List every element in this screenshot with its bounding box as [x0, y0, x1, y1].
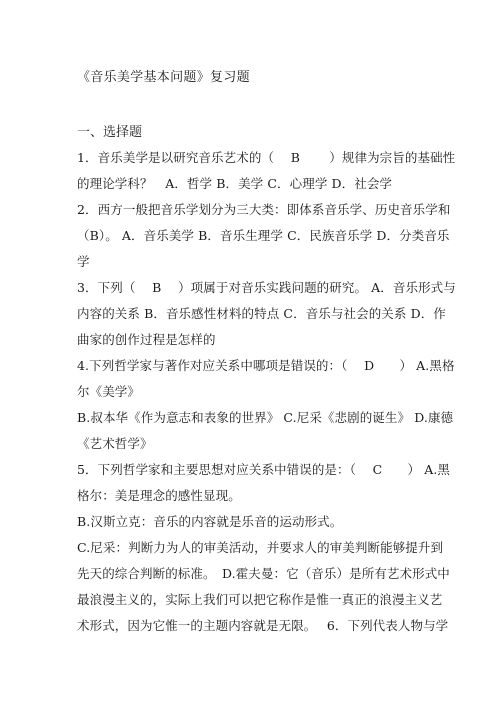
text-line: 先天的综合判断的标准。 D.霍夫曼：它（音乐）是所有艺术形式中 [77, 566, 450, 581]
section-heading: 一、选择题 [77, 125, 143, 140]
text-line: B.汉斯立克：音乐的内容就是乐音的运动形式。 [77, 514, 343, 529]
text-line: C.尼采：判断力为人的审美活动，并要求人的审美判断能够提升到 [77, 540, 444, 555]
document-title: 《音乐美学基本问题》复习题 [77, 70, 250, 85]
text-line: （B）。 A．音乐美学 B．音乐生理学 C．民族音乐学 D．分类音乐 [77, 228, 450, 243]
text-line: 学 [77, 254, 90, 269]
text-line: 4.下列哲学家与著作对应关系中哪项是错误的：（ D ） A.黑格 [77, 358, 455, 373]
text-line: B.叔本华《作为意志和表象的世界》 C.尼采《悲剧的诞生》 D.康德 [77, 410, 454, 425]
text-line: 最浪漫主义的，实际上我们可以把它称作是惟一真正的浪漫主义艺 [77, 592, 443, 607]
text-line: 2．西方一般把音乐学划分为三大类：即体系音乐学、历史音乐学和 [77, 202, 451, 217]
text-line: 1．音乐美学是以研究音乐艺术的（ B ）规律为宗旨的基础性 [77, 150, 456, 165]
text-line: 3．下列（ B ）项属于对音乐实践问题的研究。 A．音乐形式与 [77, 280, 456, 295]
text-line: 5．下列哲学家和主要思想对应关系中错误的是：（ C ） A.黑 [77, 462, 451, 477]
text-line: 的理论学科？ A．哲学 B．美学 C．心理学 D．社会学 [77, 176, 393, 191]
text-line: 内容的关系 B．音乐感性材料的特点 C．音乐与社会的关系 D．作 [77, 306, 446, 321]
text-line: 格尔：美是理念的感性显现。 [77, 488, 241, 503]
question-text-block [77, 145, 456, 639]
text-line: 尔《美学》 [77, 384, 141, 399]
text-line: 曲家的创作过程是怎样的 [77, 332, 216, 347]
text-line: 《艺术哲学》 [77, 436, 153, 451]
text-line: 术形式，因为它惟一的主题内容就是无限。 6．下列代表人物与学 [77, 618, 449, 633]
